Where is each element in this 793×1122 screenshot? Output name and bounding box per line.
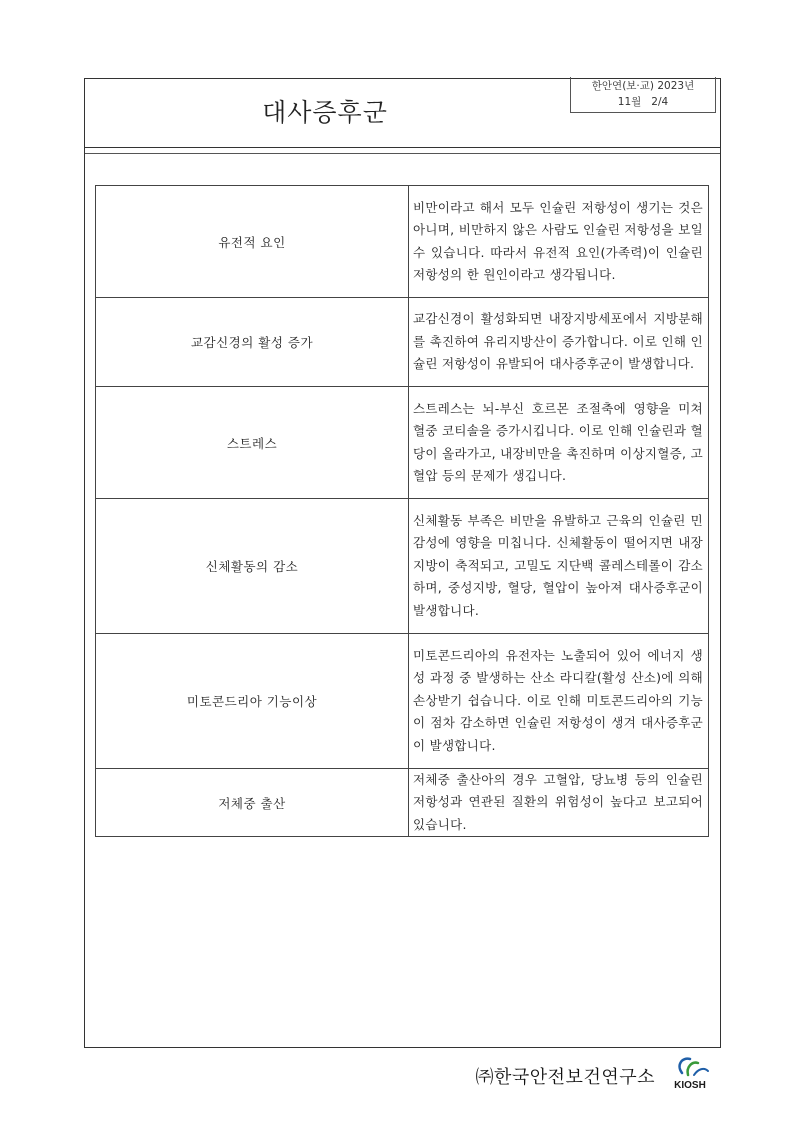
meta-month-page: 11월 2/4 [617, 96, 669, 108]
table-row [96, 186, 709, 298]
factor-cell: 미토콘드리아 기능이상 [96, 634, 409, 769]
description-cell: 신체활동 부족은 비만을 유발하고 근육의 인슐린 민감성에 영향을 미칩니다. 신체활동이 떨어지면 내장지방이 축적되고, 고밀도 지단백 콜레스테롤이 감소하며, 중성지방, 혈당, 혈압이 높아져 대사증후군이 발생합니다. [409, 499, 709, 634]
description-cell: 비만이라고 해서 모두 인슐린 저항성이 생기는 것은 아니며, 비만하지 않은 사람도 인슐린 저항성을 보일 수 있습니다. 따라서 유전적 요인(가족력)이 인슐린 저항성의 한 원인이라고 생각됩니다. [409, 186, 709, 298]
factor-cell: 교감신경의 활성 증가 [96, 298, 409, 387]
document-meta-box [570, 77, 716, 113]
header-divider-thin [85, 153, 720, 154]
document-title: 대사증후군 [262, 98, 388, 127]
kiosh-logo-icon [664, 1053, 716, 1091]
description-cell: 저체중 출산아의 경우 고혈압, 당뇨병 등의 인슐린 저항성과 연관된 질환의 위험성이 높다고 보고되어 있습니다. [409, 769, 709, 837]
table-row [96, 634, 709, 769]
organization-name: ㈜한국안전보건연구소 [475, 1067, 655, 1088]
table-row [96, 769, 709, 837]
table-row [96, 499, 709, 634]
factor-cell: 스트레스 [96, 387, 409, 499]
meta-issuer-year: 한안연(보·교) 2023년 [591, 80, 695, 92]
header-divider [85, 147, 720, 148]
cause-table [95, 185, 709, 837]
description-cell: 교감신경이 활성화되면 내장지방세포에서 지방분해를 촉진하여 유리지방산이 증가합니다. 이로 인해 인슐린 저항성이 유발되어 대사증후군이 발생합니다. [409, 298, 709, 387]
logo-text: KIOSH [674, 1080, 706, 1091]
factor-cell: 유전적 요인 [96, 186, 409, 298]
kiosh-logo [664, 1053, 716, 1091]
factor-cell: 신체활동의 감소 [96, 499, 409, 634]
table-row [96, 387, 709, 499]
table-row [96, 298, 709, 387]
description-cell: 스트레스는 뇌-부신 호르몬 조절축에 영향을 미쳐 혈중 코티솔을 증가시킵니다. 이로 인해 인슐린과 혈당이 올라가고, 내장비만을 촉진하며 이상지혈증, 고혈압 등의 문제가 생깁니다. [409, 387, 709, 499]
document-header [85, 79, 720, 147]
factor-cell: 저체중 출산 [96, 769, 409, 837]
description-cell: 미토콘드리아의 유전자는 노출되어 있어 에너지 생성 과정 중 발생하는 산소 라디칼(활성 산소)에 의해 손상받기 쉽습니다. 이로 인해 미토콘드리아의 기능이 점차 감소하면 인슐린 저항성이 생겨 대사증후군이 발생합니다. [409, 634, 709, 769]
